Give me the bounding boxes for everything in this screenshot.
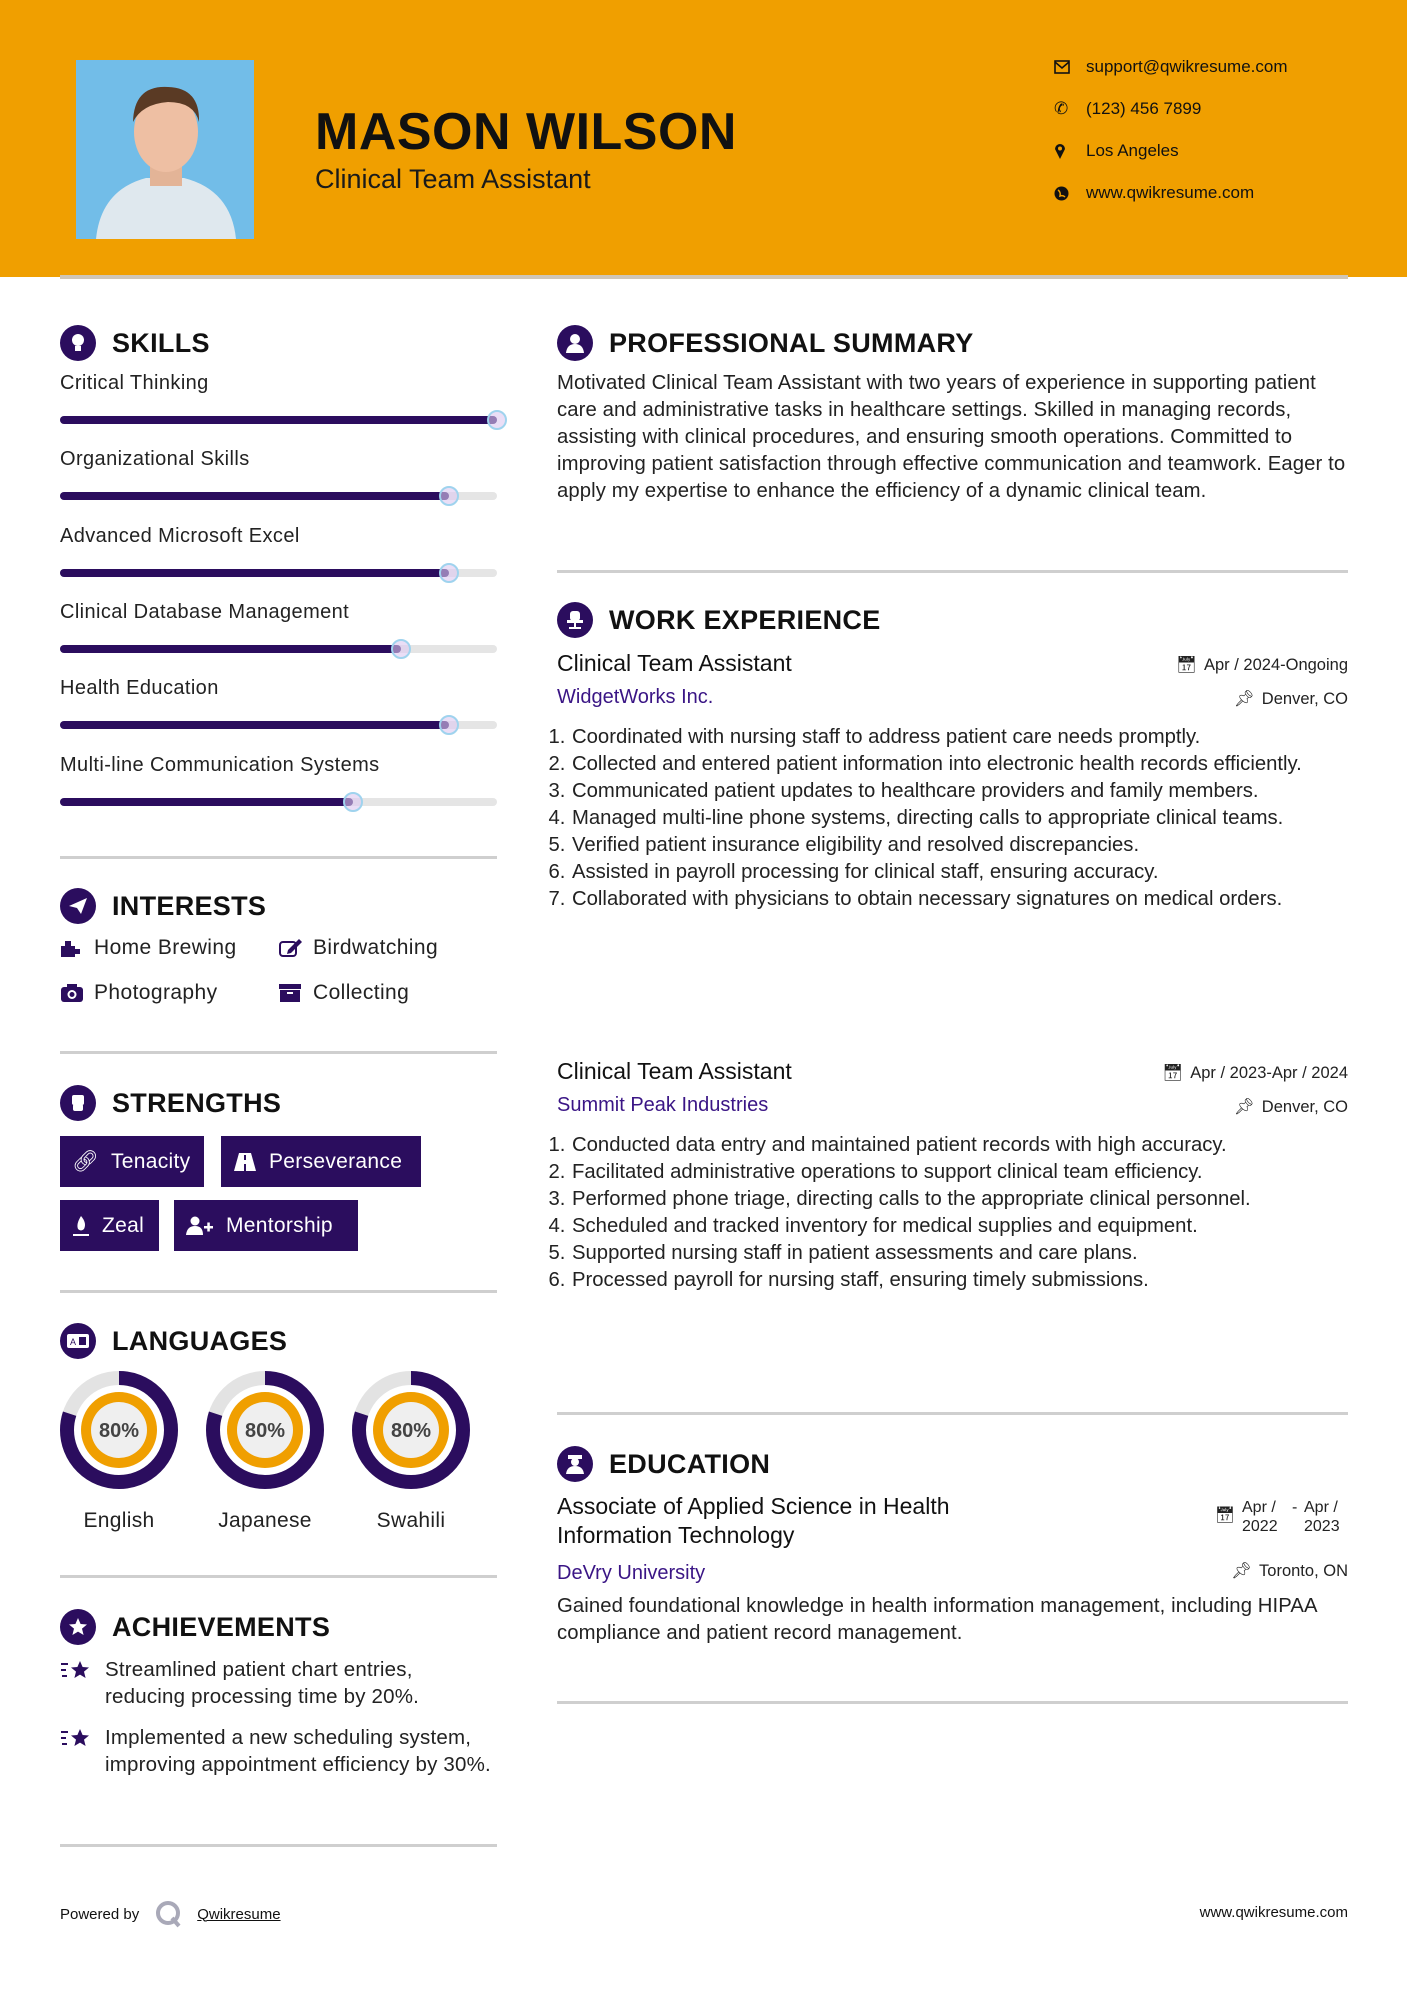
- skill-item: [60, 448, 497, 471]
- divider: [60, 1575, 497, 1578]
- job-bullet: 5. Supported nursing staff in patient assessments and care plans.: [571, 1240, 1348, 1267]
- divider: [60, 856, 497, 859]
- skill-level-fill: [60, 569, 449, 577]
- skill-item: [60, 372, 497, 395]
- candidate-name: MASON WILSON: [315, 103, 737, 161]
- map-marker-icon: [1052, 143, 1086, 159]
- candidate-title: Clinical Team Assistant: [315, 164, 591, 194]
- language-item: [59, 1370, 179, 1533]
- language-label: English: [83, 1509, 155, 1532]
- skill-label: Health Education: [60, 677, 219, 700]
- skill-label: Multi-line Communication Systems: [60, 753, 380, 776]
- divider: [557, 1701, 1348, 1704]
- language-percent: 80%: [98, 1420, 140, 1442]
- strength-tag: 🔗︎ Tenacity: [60, 1136, 204, 1187]
- graduate-icon: [557, 1446, 593, 1482]
- language-label: Swahili: [376, 1509, 446, 1532]
- skill-level-fill: [60, 492, 449, 500]
- calendar-icon: 📅︎: [1162, 1064, 1184, 1082]
- contact-website[interactable]: [1052, 183, 1254, 203]
- skill-label: Organizational Skills: [60, 448, 250, 471]
- skill-level-bar: [60, 569, 497, 577]
- office-chair-icon: [557, 602, 593, 638]
- strength-tag: Zeal: [60, 1200, 159, 1251]
- job-entry: [557, 1058, 1348, 1294]
- job-bullet: 3. Communicated patient updates to healthcare providers and family members.: [571, 778, 1348, 805]
- interest-item: Birdwatching: [279, 936, 438, 960]
- job-bullet: 4. Scheduled and tracked inventory for medical supplies and equipment.: [571, 1213, 1348, 1240]
- contact-text: www.qwikresume.com: [1086, 183, 1255, 202]
- job-title: Clinical Team Assistant: [557, 650, 792, 676]
- skill-level-bar: [60, 416, 497, 424]
- calendar-icon: 📅︎: [1214, 1507, 1235, 1524]
- summary-heading: PROFESSIONAL SUMMARY: [557, 324, 974, 362]
- strengths-heading: STRENGTHS: [60, 1084, 281, 1122]
- skill-level-bar: [60, 721, 497, 729]
- skill-level-knob: [439, 563, 459, 583]
- job-bullet: 5. Verified patient insurance eligibility and resolved discrepancies.: [571, 832, 1348, 859]
- star-badge-icon: [60, 1609, 96, 1645]
- company-name[interactable]: Summit Peak Industries: [557, 1094, 769, 1116]
- divider: [557, 1412, 1348, 1415]
- road-icon: [233, 1152, 257, 1172]
- divider: [60, 1290, 497, 1293]
- shooting-star-icon: [60, 1724, 105, 1778]
- strength-tag: Mentorship: [174, 1200, 358, 1251]
- job-bullet: 2. Facilitated administrative operations to support clinical team efficiency.: [571, 1159, 1348, 1186]
- skill-label: Critical Thinking: [60, 372, 209, 394]
- language-donut: [205, 1370, 325, 1490]
- fist-icon: [60, 1085, 96, 1121]
- pushpin-icon: 📌︎: [1233, 690, 1255, 708]
- skill-item: [60, 601, 497, 624]
- skill-level-fill: [60, 798, 353, 806]
- fire-icon: [72, 1215, 90, 1237]
- job-location: 📌︎ Denver, CO: [1233, 1098, 1348, 1116]
- calendar-icon: 📅︎: [1176, 656, 1197, 674]
- user-plus-icon: [186, 1216, 214, 1236]
- job-bullets: [553, 1132, 1348, 1294]
- language-donut: [59, 1370, 179, 1490]
- skills-heading: SKILLS: [60, 324, 210, 362]
- job-bullet: 7. Collaborated with physicians to obtain necessary signatures on medical orders.: [571, 886, 1348, 913]
- user-icon: [557, 325, 593, 361]
- achievement-item: Streamlined patient chart entries, reducing processing time by 20%.: [60, 1656, 497, 1710]
- lightbulb-icon: [60, 325, 96, 361]
- job-location: 📌︎ Denver, CO: [1233, 690, 1348, 708]
- summary-text: Motivated Clinical Team Assistant with two years of experience in supporting patient care and administrative tasks in healthcare settings. Skilled in managing records, assisting with clinical procedures, and ensuring smooth operations. Committed to improving patient satisfaction through effective communication and teamwork. Eager to apply my expertise to enhance the efficiency of a dynamic clinical team.: [557, 372, 1346, 502]
- job-bullets: [553, 724, 1348, 913]
- skill-level-bar: [60, 798, 497, 806]
- company-name[interactable]: WidgetWorks Inc.: [557, 686, 714, 708]
- skill-level-knob: [391, 639, 411, 659]
- interests-heading: INTERESTS: [60, 887, 266, 925]
- language-item: [205, 1370, 325, 1533]
- contact-email[interactable]: [1052, 57, 1288, 77]
- contact-text: Los Angeles: [1086, 141, 1179, 160]
- skill-label: Advanced Microsoft Excel: [60, 524, 300, 547]
- education-description: Gained foundational knowledge in health information management, including HIPAA compliance and patient record management.: [557, 1595, 1317, 1644]
- language-label: Japanese: [218, 1509, 312, 1532]
- phone-icon: ✆: [1054, 99, 1069, 118]
- footer-site[interactable]: www.qwikresume.com: [1199, 1904, 1348, 1921]
- language-percent: 80%: [244, 1420, 286, 1442]
- education-heading: EDUCATION: [557, 1445, 770, 1483]
- qwikresume-link[interactable]: Qwikresume: [197, 1905, 281, 1923]
- languages-heading: A LANGUAGES: [60, 1322, 287, 1360]
- skill-level-knob: [439, 715, 459, 735]
- achievement-item: Implemented a new scheduling system, improving appointment efficiency by 30%.: [60, 1724, 497, 1778]
- skill-level-bar: [60, 492, 497, 500]
- skill-item: [60, 525, 497, 548]
- skill-item: [60, 754, 497, 777]
- link-icon: 🔗︎: [72, 1149, 99, 1173]
- puzzle-icon: [60, 938, 94, 958]
- job-bullet: 2. Collected and entered patient information into electronic health records efficiently.: [571, 751, 1348, 778]
- achievements-heading: ACHIEVEMENTS: [60, 1608, 330, 1646]
- footer-powered-by: Powered by Qwikresume: [60, 1900, 281, 1928]
- job-title: Clinical Team Assistant: [557, 1058, 792, 1084]
- contact-text: (123) 456 7899: [1086, 99, 1202, 118]
- interest-item: Collecting: [279, 981, 409, 1005]
- archive-icon: [279, 983, 313, 1003]
- qwikresume-logo-icon: [155, 1900, 183, 1928]
- school-name[interactable]: DeVry University: [557, 1562, 706, 1584]
- contact-phone[interactable]: [1052, 99, 1201, 119]
- language-icon: [60, 1323, 96, 1359]
- skill-level-fill: [60, 721, 449, 729]
- job-entry: [557, 650, 1348, 913]
- job-dates: 📅︎ Apr / 2023-Apr / 2024: [1162, 1064, 1348, 1082]
- education-location: 📌︎ Toronto, ON: [1231, 1562, 1348, 1580]
- svg-text:A: A: [70, 1337, 77, 1347]
- interest-item: Home Brewing: [60, 936, 237, 960]
- interest-item: Photography: [60, 981, 218, 1005]
- profile-photo: [76, 60, 254, 239]
- skill-item: [60, 677, 497, 700]
- experience-heading: WORK EXPERIENCE: [557, 601, 881, 639]
- skill-level-fill: [60, 416, 497, 424]
- skill-level-bar: [60, 645, 497, 653]
- language-item: [351, 1370, 471, 1533]
- paper-plane-icon: [60, 888, 96, 924]
- envelope-icon: [1052, 60, 1086, 74]
- pushpin-icon: 📌︎: [1233, 1098, 1255, 1116]
- job-bullet: 3. Performed phone triage, directing calls to the appropriate clinical personnel.: [571, 1186, 1348, 1213]
- skill-level-knob: [343, 792, 363, 812]
- camera-icon: [60, 983, 94, 1003]
- pushpin-icon: 📌︎: [1231, 1562, 1253, 1580]
- job-bullet: 1. Conducted data entry and maintained patient records with high accuracy.: [571, 1132, 1348, 1159]
- header-divider: [60, 275, 1348, 279]
- skill-level-knob: [439, 486, 459, 506]
- shooting-star-icon: [60, 1656, 105, 1710]
- job-bullet: 1. Coordinated with nursing staff to address patient care needs promptly.: [571, 724, 1348, 751]
- skill-label: Clinical Database Management: [60, 600, 350, 623]
- globe-icon: [1052, 186, 1086, 201]
- language-donut: [351, 1370, 471, 1490]
- divider: [557, 570, 1348, 573]
- education-entry: [557, 1492, 1348, 1712]
- job-dates: 📅︎ Apr / 2024-Ongoing: [1176, 656, 1348, 674]
- divider: [60, 1844, 497, 1847]
- strength-tag: Perseverance: [221, 1136, 421, 1187]
- divider: [60, 1051, 497, 1054]
- contact-location: [1052, 141, 1179, 161]
- contact-text: support@qwikresume.com: [1086, 57, 1288, 76]
- education-dates: 📅︎ Apr / 2022 - Apr / 2023: [1214, 1499, 1340, 1535]
- job-bullet: 6. Processed payroll for nursing staff, ensuring timely submissions.: [571, 1267, 1348, 1294]
- skill-level-fill: [60, 645, 401, 653]
- job-bullet: 4. Managed multi-line phone systems, directing calls to appropriate clinical teams.: [571, 805, 1348, 832]
- edit-icon: [279, 938, 313, 958]
- skill-level-knob: [487, 410, 507, 430]
- job-bullet: 6. Assisted in payroll processing for clinical staff, ensuring accuracy.: [571, 859, 1348, 886]
- language-percent: 80%: [390, 1420, 432, 1442]
- degree-title: Associate of Applied Science in Health Information Technology: [557, 1493, 950, 1548]
